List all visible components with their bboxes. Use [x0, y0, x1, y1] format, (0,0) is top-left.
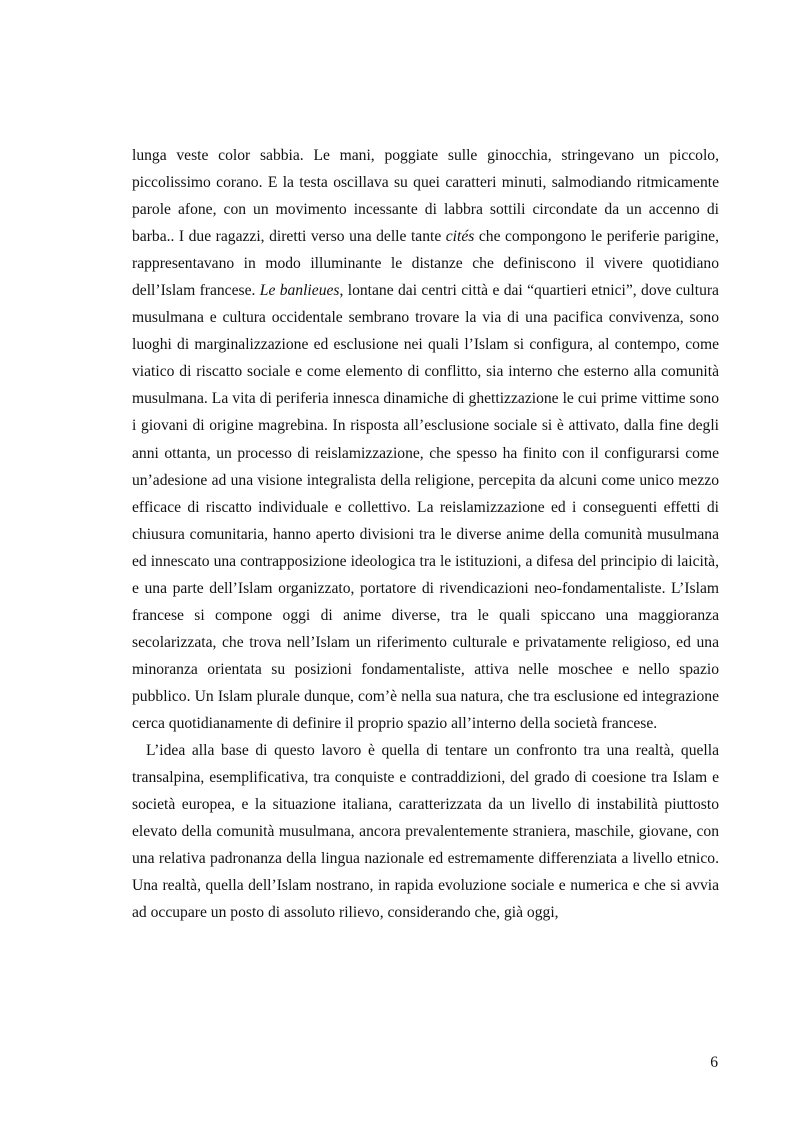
page-number: 6: [710, 1054, 718, 1071]
body-text: [132, 142, 719, 926]
paragraph-1-part-3: , lontane dai centri città e dai “quartieri etnici”, dove cultura musulmana e cultura occidentale sembrano trovare la via di una pacifica convivenza, sono luoghi di marginalizzazione ed esclusione nei quali l’Islam si configura, al contempo, come viatico di riscatto sociale e come elemento di conflitto, sia interno che esterno alla comunità musulmana. La vita di periferia innesca dinamiche di ghettizzazione le cui prime vittime sono i giovani di origine magrebina. In risposta all’esclusione sociale si è attivato, dalla fine degli anni ottanta, un processo di reislamizzazione, che spesso ha finito con il configurarsi come un’adesione ad una visione integralista della religione, percepita da alcuni come unico mezzo efficace di riscatto individuale e collettivo. La reislamizzazione ed i conseguenti effetti di chiusura comunitaria, hanno aperto divisioni tra le diverse anime della comunità musulmana ed innescato una contrapposizione ideologica tra le istituzioni, a difesa del principio di laicità, e una parte dell’Islam organizzato, portatore di rivendicazioni neo-fondamentaliste. L’Islam francese si compone oggi di anime diverse, tra le quali spiccano una maggioranza secolarizzata, che trova nell’Islam un riferimento culturale e privatamente religioso, ed una minoranza orientata su posizioni fondamentaliste, attiva nelle moschee e nello spazio pubblico. Un Islam plurale dunque, com’è nella sua natura, che tra esclusione ed integrazione cerca quotidianamente di definire il proprio spazio all’interno della società francese.: [132, 282, 719, 732]
italic-term-cites: cités: [445, 228, 475, 246]
paragraph-1-part-1: lunga veste color sabbia. Le mani, poggiate sulle ginocchia, stringevano un piccolo, piccolissimo corano. E la testa oscillava su quei caratteri minuti, salmodiando ritmicamente parole afone, con un movimento incessante di labbra sottili circondate da un accenno di barba.. I due ragazzi, diretti verso una delle tante: [132, 147, 719, 246]
paragraph-1-part-2: che compongono le periferie parigine, rappresentavano in modo illuminante le distanze che definiscono il vivere quotidiano dell’Islam francese.: [132, 228, 719, 300]
paragraph-1: [132, 142, 719, 737]
italic-term-banlieues: Le banlieues: [259, 282, 340, 300]
paragraph-2: L’idea alla base di questo lavoro è quella di tentare un confronto tra una realtà, quella transalpina, esemplificativa, tra conquiste e contraddizioni, del grado di coesione tra Islam e società europea, e la situazione italiana, caratterizzata da un livello di instabilità piuttosto elevato della comunità musulmana, ancora prevalentemente straniera, maschile, giovane, con una relativa padronanza della lingua nazionale ed estremamente differenziata a livello etnico. Una realtà, quella dell’Islam nostrano, in rapida evoluzione sociale e numerica e che si avvia ad occupare un posto di assoluto rilievo, considerando che, già oggi,: [132, 742, 719, 922]
